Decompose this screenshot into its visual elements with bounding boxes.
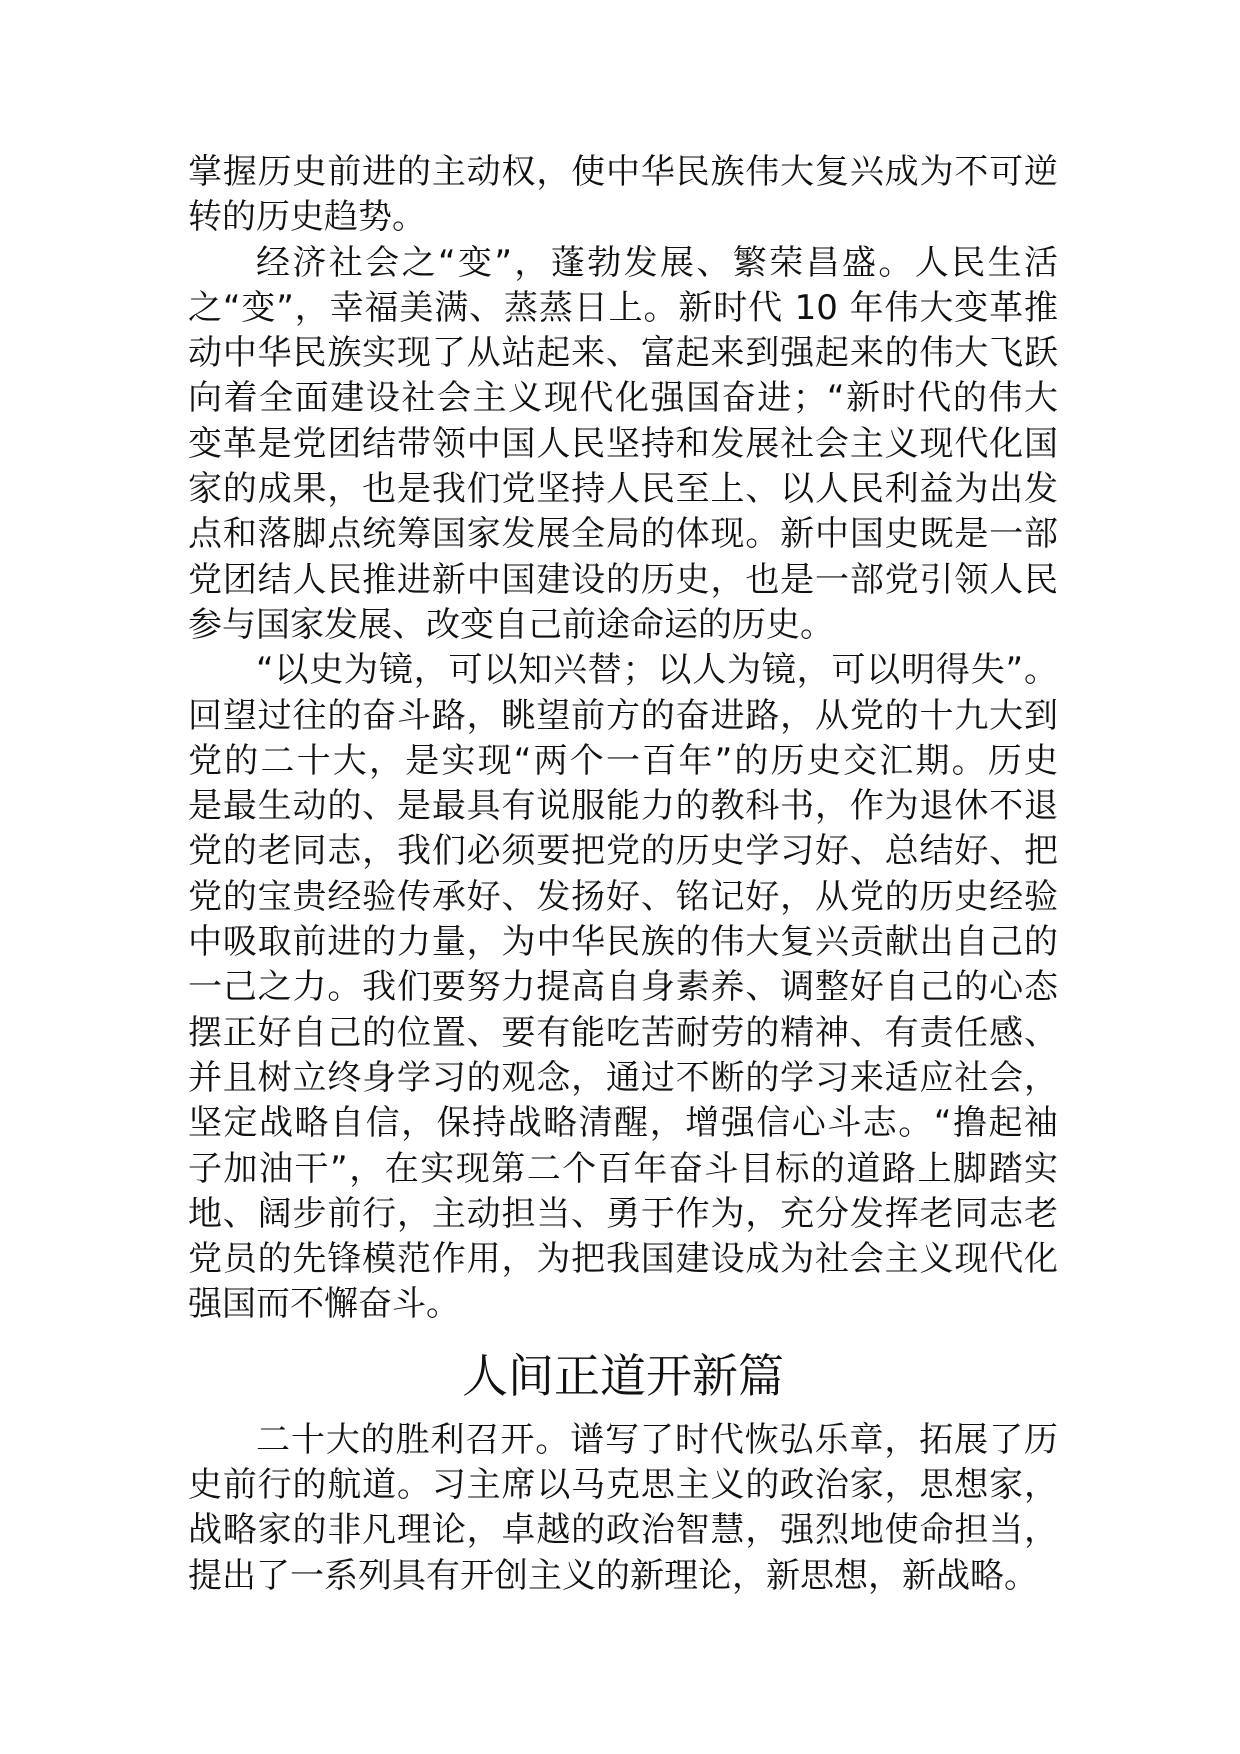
text-line: 提出了一系列具有开创主义的新理论，新思想，新战略。	[188, 1555, 1038, 1596]
text-line: 是最生动的、是最具有说服能力的教科书，作为退休不退	[188, 786, 1058, 827]
text-line: 子加油干”，在实现第二个百年奋斗目标的道路上脚踏实	[188, 1148, 1058, 1189]
text-line: 党员的先锋模范作用，为把我国建设成为社会主义现代化	[188, 1239, 1058, 1280]
text-line: 动中华民族实现了从站起来、富起来到强起来的伟大飞跃	[188, 333, 1058, 374]
text-line: 之“变”，幸福美满、蒸蒸日上。新时代 10 年伟大变革推	[188, 287, 1058, 328]
section-heading: 人间正道开新篇	[462, 1348, 784, 1403]
text-line: 掌握历史前进的主动权，使中华民族伟大复兴成为不可逆	[188, 152, 1058, 192]
text-line: 转的历史趋势。	[188, 197, 426, 238]
document-page	[188, 150, 1058, 1599]
text-line: 坚定战略自信，保持战略清醒，增强信心斗志。“撸起袖	[188, 1103, 1058, 1144]
text-line: 经济社会之“变”，蓬勃发展、繁荣昌盛。人民生活	[256, 242, 1058, 283]
text-line: 一己之力。我们要努力提高自身素养、调整好自己的心态	[188, 967, 1058, 1008]
text-line: 向着全面建设社会主义现代化强国奋进；“新时代的伟大	[188, 378, 1058, 419]
paragraph	[188, 150, 1058, 241]
text-line: 地、阔步前行，主动担当、勇于作为，充分发挥老同志老	[188, 1193, 1058, 1234]
text-line: 家的成果，也是我们党坚持人民至上、以人民利益为出发	[188, 469, 1058, 510]
text-line: 并且树立终身学习的观念，通过不断的学习来适应社会，	[188, 1057, 1058, 1098]
paragraph	[188, 648, 1058, 1327]
body-text-after-heading	[188, 1418, 1058, 1599]
text-line: 点和落脚点统筹国家发展全局的体现。新中国史既是一部	[188, 514, 1058, 555]
text-line: 党团结人民推进新中国建设的历史，也是一部党引领人民	[188, 559, 1058, 600]
text-line: 史前行的航道。习主席以马克思主义的政治家，思想家，	[188, 1465, 1058, 1506]
text-line: 二十大的胜利召开。谱写了时代恢弘乐章，拓展了历	[256, 1419, 1058, 1460]
text-line: 党的二十大，是实现“两个一百年”的历史交汇期。历史	[188, 740, 1058, 781]
text-line: 中吸取前进的力量，为中华民族的伟大复兴贡献出自己的	[188, 922, 1058, 963]
paragraph	[188, 1418, 1058, 1599]
text-line: 党的老同志，我们必须要把党的历史学习好、总结好、把	[188, 831, 1058, 872]
text-line: 战略家的非凡理论，卓越的政治智慧，强烈地使命担当，	[188, 1510, 1058, 1551]
text-line: 参与国家发展、改变自己前途命运的历史。	[188, 604, 834, 645]
text-line: 党的宝贵经验传承好、发扬好、铭记好，从党的历史经验	[188, 876, 1058, 917]
text-line: 回望过往的奋斗路，眺望前方的奋进路，从党的十九大到	[188, 695, 1058, 736]
text-line: “以史为镜，可以知兴替；以人为镜，可以明得失”。	[256, 650, 1058, 691]
text-line: 强国而不懈奋斗。	[188, 1284, 460, 1325]
body-text-before-heading	[188, 150, 1058, 1328]
paragraph	[188, 241, 1058, 649]
text-line: 变革是党团结带领中国人民坚持和发展社会主义现代化国	[188, 423, 1058, 464]
text-line: 摆正好自己的位置、要有能吃苦耐劳的精神、有责任感、	[188, 1012, 1058, 1053]
